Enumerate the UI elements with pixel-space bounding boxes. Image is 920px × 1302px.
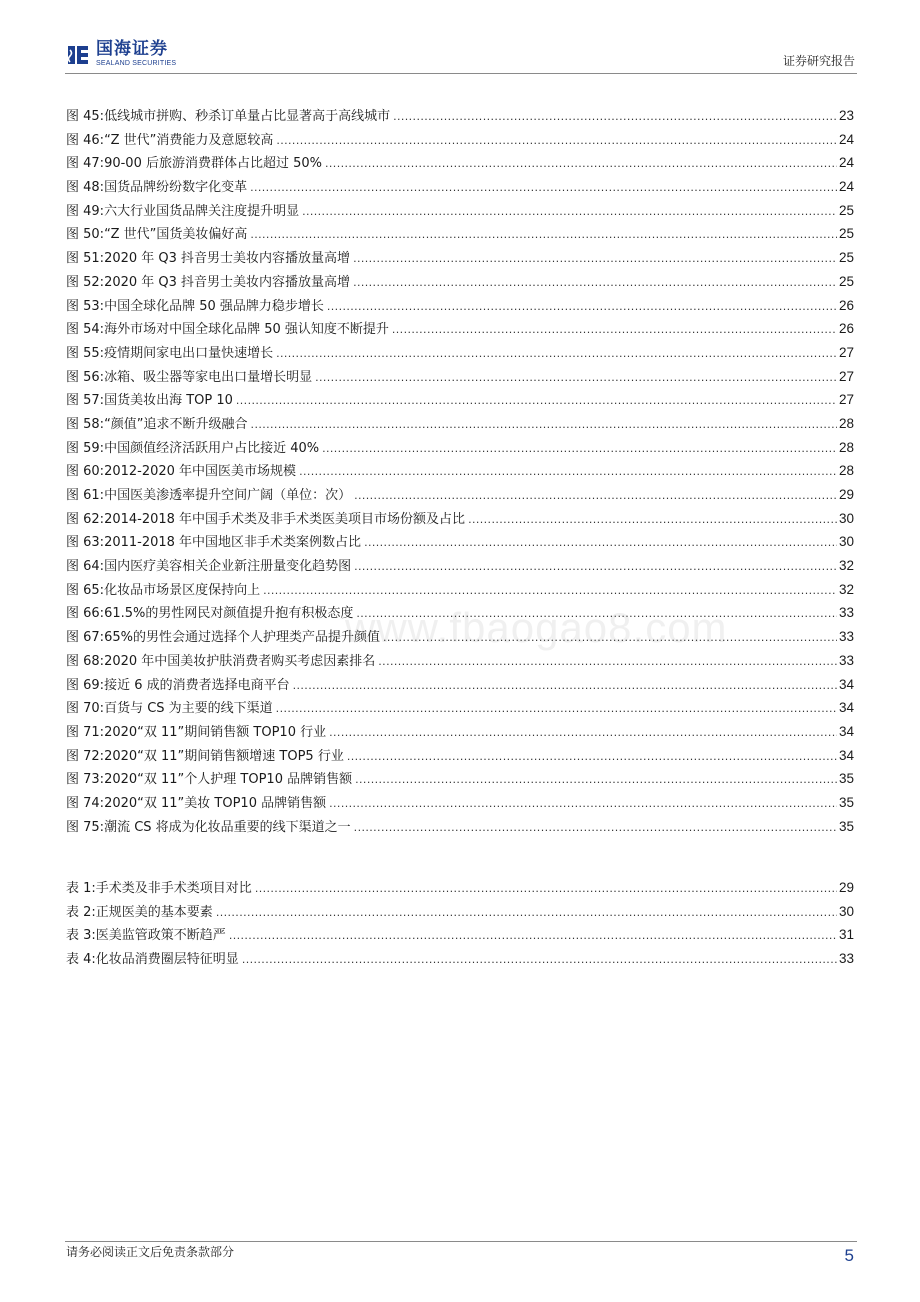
figure-entry-label: 图 73:	[66, 772, 105, 788]
figure-entry-title: 中国颜值经济活跃用户占比接近 40%	[104, 440, 320, 456]
figure-entry-title: “Z 世代”消费能力及意愿较高	[104, 132, 274, 148]
figure-entry-page: 25	[838, 202, 854, 218]
table-entry[interactable]	[66, 923, 854, 947]
table-entry-label: 表 3:	[66, 928, 96, 944]
figure-entry[interactable]	[66, 436, 854, 460]
figure-entry[interactable]	[66, 151, 854, 175]
figure-entry[interactable]	[66, 104, 854, 128]
figure-entry-title: 61.5%的男性网民对颜值提升抱有积极态度	[104, 606, 354, 622]
figure-entry-label: 图 61:	[66, 488, 105, 503]
logo-chinese-name: 国海证券	[96, 39, 168, 59]
figure-entry[interactable]	[66, 246, 854, 270]
figure-entry-page: 23	[838, 108, 854, 123]
figure-entry-label: 图 55:	[66, 345, 105, 361]
figure-entry-label: 图 51:	[66, 251, 105, 267]
watermark: www.fbaogao8.com	[345, 604, 728, 651]
figure-entry-page: 33	[838, 605, 854, 621]
table-entry-page: 30	[838, 903, 854, 919]
report-type-label: 证券研究报告	[782, 54, 855, 68]
figure-entry-label: 图 69:	[66, 677, 105, 693]
table-entry-title: 化妆品消费圈层特征明显	[95, 952, 239, 968]
dot-leader	[329, 792, 837, 816]
dot-leader	[356, 602, 837, 626]
figure-entry-page: 24	[838, 131, 854, 147]
dot-leader	[276, 697, 837, 721]
figure-entry-label: 图 70:	[66, 701, 105, 717]
figure-entry-page: 33	[838, 629, 854, 645]
figure-entry-label: 图 53:	[66, 298, 105, 314]
dot-leader	[378, 650, 837, 674]
dot-leader	[468, 508, 837, 532]
figure-entry-page: 27	[838, 368, 854, 384]
figure-entry[interactable]	[66, 744, 854, 768]
figure-entry-title: 中国全球化品牌 50 强品牌力稳步增长	[104, 298, 324, 314]
figure-entry-label: 图 57:	[66, 393, 105, 409]
figure-entry-title: 国货美妆出海 TOP 10	[104, 393, 233, 409]
figure-entry-page: 28	[838, 439, 854, 455]
figure-entry[interactable]	[66, 341, 854, 365]
footer-divider	[65, 1241, 857, 1242]
dot-leader	[353, 247, 837, 271]
page-header	[65, 40, 855, 74]
figure-entry-title: 2020“双 11”美妆 TOP10 品牌销售额	[104, 795, 327, 811]
table-entry-page: 33	[838, 951, 854, 967]
figure-entry-label: 图 54:	[66, 322, 105, 338]
figure-entry-label: 图 50:	[66, 227, 105, 243]
figure-entry-page: 26	[838, 297, 854, 313]
figure-entry[interactable]	[66, 412, 854, 436]
figure-entry[interactable]	[66, 222, 854, 246]
figure-entry-page: 32	[838, 581, 854, 597]
dot-leader	[393, 105, 837, 129]
dot-leader	[216, 901, 837, 925]
figure-entry-title: 疫情期间家电出口量快速增长	[104, 345, 274, 361]
dot-leader	[383, 626, 837, 650]
figure-entry-title: “Z 世代”国货美妆偏好高	[104, 227, 248, 243]
figure-entry-title: 化妆品市场景区度保持向上	[104, 582, 261, 598]
table-entry[interactable]	[66, 947, 854, 971]
figure-entry-title: 接近 6 成的消费者选择电商平台	[104, 677, 290, 693]
figure-entry[interactable]	[66, 601, 854, 625]
figure-entry-label: 图 64:	[66, 559, 105, 575]
header-divider	[65, 73, 857, 74]
dot-leader	[293, 674, 837, 698]
figure-entry-page: 25	[838, 250, 854, 266]
figure-entry-title: 中国医美渗透率提升空间广阔（单位：次）	[104, 488, 352, 503]
figure-entry-label: 图 68:	[66, 653, 105, 669]
figure-entry[interactable]	[66, 294, 854, 318]
figure-entry-title: 2011-2018 年中国地区非手术类案例数占比	[104, 535, 362, 551]
figure-entry[interactable]	[66, 199, 854, 223]
figure-entry[interactable]	[66, 459, 854, 483]
footer-disclaimer: 请务必阅读正文后免责条款部分	[66, 1245, 235, 1259]
figure-entry-label: 图 56:	[66, 369, 105, 385]
figure-entry[interactable]	[66, 175, 854, 199]
company-logo	[65, 40, 176, 70]
figure-entry-page: 34	[838, 700, 854, 716]
dot-leader	[354, 555, 837, 579]
figure-entry-page: 35	[838, 771, 854, 787]
table-entry-label: 表 1:	[66, 881, 96, 896]
figure-entry-page: 25	[838, 226, 854, 242]
figure-entry[interactable]	[66, 270, 854, 294]
figure-entry[interactable]	[66, 673, 854, 697]
figure-entry-page: 34	[838, 723, 854, 739]
figure-entry-title: 2020“双 11”个人护理 TOP10 品牌销售额	[104, 772, 353, 788]
figure-entry[interactable]	[66, 365, 854, 389]
figure-entry-page: 34	[838, 747, 854, 763]
figure-entry[interactable]	[66, 649, 854, 673]
figure-entry-page: 27	[838, 392, 854, 408]
figure-entry-label: 图 66:	[66, 606, 105, 622]
dot-leader	[242, 948, 837, 972]
figure-entry-title: 国内医疗美容相关企业新注册量变化趋势图	[104, 559, 352, 575]
figure-entry-title: 2020“双 11”期间销售额 TOP10 行业	[104, 724, 327, 740]
table-entry[interactable]	[66, 876, 854, 900]
figure-entry-label: 图 75:	[66, 819, 105, 835]
figure-entry-label: 图 62:	[66, 511, 105, 527]
figure-entry-page: 33	[838, 652, 854, 668]
figure-entry-title: 2020 年中国美妆护肤消费者购买考虑因素排名	[104, 653, 376, 669]
table-entry[interactable]	[66, 900, 854, 924]
figure-entry-label: 图 67:	[66, 630, 105, 646]
figure-entry-title: 2020 年 Q3 抖音男士美妆内容播放量高增	[104, 251, 351, 267]
table-entry-page: 29	[838, 880, 854, 895]
figure-entry-page: 24	[838, 155, 854, 171]
table-entry-page: 31	[838, 927, 854, 943]
figure-entry[interactable]	[66, 554, 854, 578]
table-index-list	[66, 876, 854, 971]
table-entry-label: 表 4:	[66, 952, 96, 968]
figure-entry-label: 图 46:	[66, 132, 105, 148]
figure-entry-title: “颜值”追求不断升级融合	[104, 416, 248, 432]
figure-entry-title: 国货品牌纷纷数字化变革	[104, 180, 248, 196]
dot-leader	[250, 223, 837, 247]
figure-entry-label: 图 48:	[66, 180, 105, 196]
figure-entry[interactable]	[66, 696, 854, 720]
table-entry-title: 正规医美的基本要素	[95, 904, 213, 920]
figure-entry[interactable]	[66, 815, 854, 839]
figure-entry-label: 图 72:	[66, 748, 105, 764]
logo-text	[96, 40, 176, 68]
figure-entry-page: 35	[838, 794, 854, 810]
figure-entry-title: 潮流 CS 将成为化妆品重要的线下渠道之一	[104, 819, 351, 835]
figure-entry-title: 百货与 CS 为主要的线下渠道	[104, 701, 273, 717]
figure-entry[interactable]	[66, 317, 854, 341]
figure-entry-page: 28	[838, 463, 854, 479]
dot-leader	[315, 366, 837, 390]
figure-entry[interactable]	[66, 128, 854, 152]
figure-entry-label: 图 45:	[66, 109, 105, 124]
dot-leader	[392, 318, 837, 342]
dot-leader	[299, 460, 837, 484]
figure-entry-title: 低线城市拼购、秒杀订单量占比显著高于高线城市	[104, 109, 391, 124]
figure-entry-label: 图 63:	[66, 535, 105, 551]
figure-entry[interactable]	[66, 625, 854, 649]
figure-entry-label: 图 52:	[66, 274, 105, 290]
figure-entry-title: 65%的男性会通过选择个人护理类产品提升颜值	[104, 630, 380, 646]
sealand-logo-icon	[65, 42, 91, 68]
figure-entry[interactable]	[66, 791, 854, 815]
figure-entry-page: 34	[838, 676, 854, 692]
dot-leader	[229, 924, 837, 948]
figure-entry[interactable]	[66, 720, 854, 744]
dot-leader	[302, 200, 837, 224]
dot-leader	[354, 484, 837, 508]
dot-leader	[327, 295, 837, 319]
figure-entry[interactable]	[66, 483, 854, 507]
figure-entry-page: 26	[838, 321, 854, 337]
figure-entry[interactable]	[66, 530, 854, 554]
dot-leader	[354, 816, 837, 840]
figure-entry-title: 六大行业国货品牌关注度提升明显	[104, 203, 300, 219]
figure-entry-page: 28	[838, 415, 854, 431]
figure-entry-label: 图 60:	[66, 464, 105, 480]
logo-english-name: SEALAND SECURITIES	[96, 60, 177, 67]
figure-entry-title: 海外市场对中国全球化品牌 50 强认知度不断提升	[104, 322, 389, 338]
dot-leader	[364, 531, 837, 555]
figure-entry-page: 24	[838, 179, 854, 195]
dot-leader	[255, 877, 837, 901]
dot-leader	[236, 389, 837, 413]
figure-entry-label: 图 47:	[66, 156, 105, 172]
dot-leader	[355, 768, 837, 792]
figure-entry-page: 32	[838, 558, 854, 574]
figure-index-list	[66, 104, 854, 838]
figure-entry-title: 90-00 后旅游消费群体占比超过 50%	[104, 156, 322, 172]
dot-leader	[276, 342, 837, 366]
dot-leader	[329, 721, 837, 745]
figure-entry-page: 25	[838, 273, 854, 289]
figure-entry-label: 图 74:	[66, 795, 105, 811]
table-entry-title: 手术类及非手术类项目对比	[95, 881, 252, 896]
figure-entry-title: 2012-2020 年中国医美市场规模	[104, 464, 297, 480]
dot-leader	[250, 176, 837, 200]
figure-entry-title: 冰箱、吸尘器等家电出口量增长明显	[104, 369, 313, 385]
figure-entry-title: 2020 年 Q3 抖音男士美妆内容播放量高增	[104, 274, 351, 290]
figure-entry[interactable]	[66, 507, 854, 531]
figure-entry[interactable]	[66, 767, 854, 791]
page-number: 5	[844, 1246, 854, 1265]
dot-leader	[325, 152, 837, 176]
figure-entry[interactable]	[66, 578, 854, 602]
dot-leader	[322, 437, 837, 461]
table-entry-label: 表 2:	[66, 904, 96, 920]
figure-entry-title: 2020“双 11”期间销售额增速 TOP5 行业	[104, 748, 344, 764]
figure-entry-label: 图 65:	[66, 582, 105, 598]
dot-leader	[276, 129, 837, 153]
figure-entry-title: 2014-2018 年中国手术类及非手术类医美项目市场份额及占比	[104, 511, 466, 527]
dot-leader	[251, 413, 837, 437]
figure-entry-label: 图 59:	[66, 440, 105, 456]
figure-entry-page: 35	[838, 818, 854, 834]
figure-entry-page: 30	[838, 510, 854, 526]
figure-entry-label: 图 58:	[66, 416, 105, 432]
figure-entry-label: 图 49:	[66, 203, 105, 219]
figure-entry-label: 图 71:	[66, 724, 105, 740]
dot-leader	[263, 579, 837, 603]
figure-entry-page: 29	[838, 487, 854, 502]
figure-entry[interactable]	[66, 388, 854, 412]
table-entry-title: 医美监管政策不断趋严	[95, 928, 226, 944]
figure-entry-page: 27	[838, 344, 854, 360]
figure-entry-page: 30	[838, 534, 854, 550]
dot-leader	[353, 271, 837, 295]
dot-leader	[347, 745, 837, 769]
